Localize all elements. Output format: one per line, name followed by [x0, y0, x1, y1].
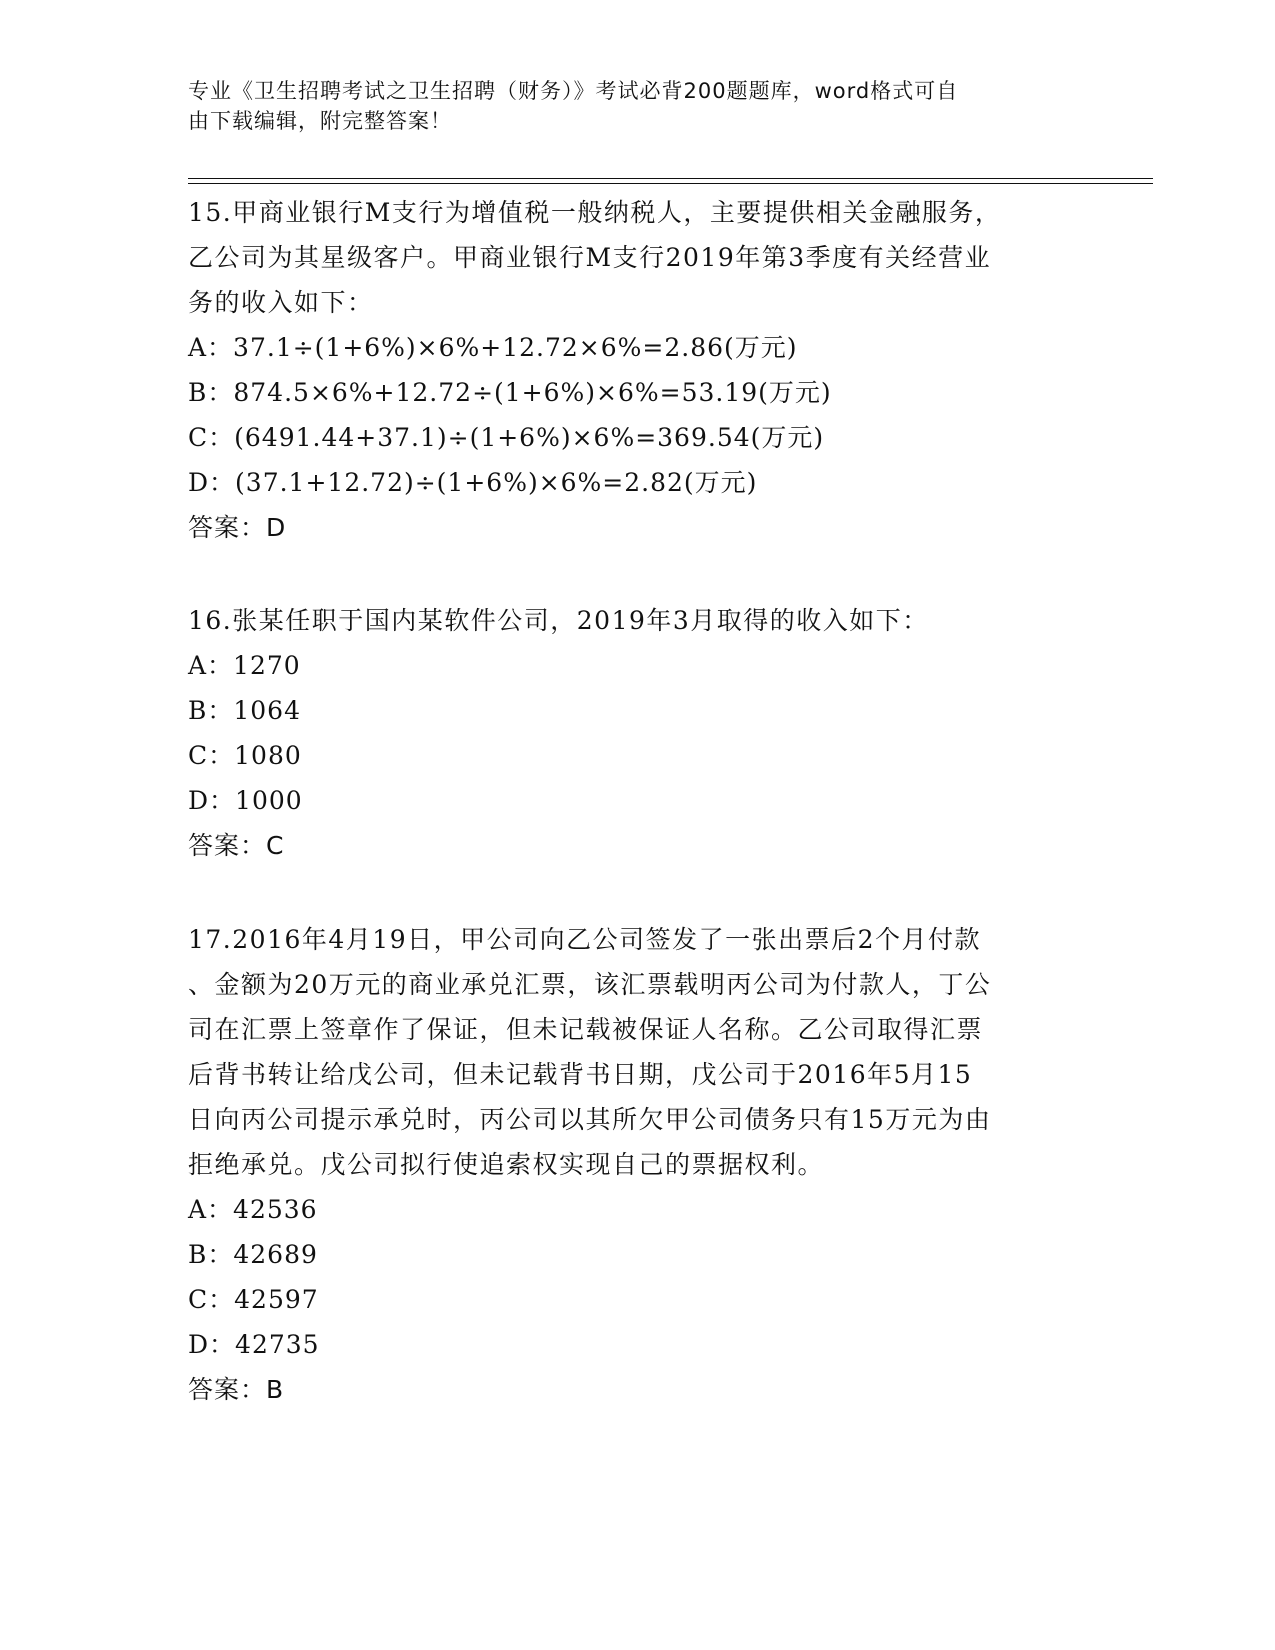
answer-label: 答案：D — [188, 513, 287, 542]
question-stem — [188, 190, 1078, 325]
option-d: D：1000 — [188, 786, 303, 815]
question-15 — [188, 190, 1078, 550]
stem-line: 15.甲商业银行M支行为增值税一般纳税人，主要提供相关金融服务， — [188, 198, 1002, 227]
stem-line: 拒绝承兑。戊公司拟行使追索权实现自己的票据权利。 — [188, 1150, 825, 1179]
question-stem — [188, 598, 1078, 643]
document-header — [188, 76, 1088, 136]
stem-line: 、金额为20万元的商业承兑汇票，该汇票载明丙公司为付款人，丁公 — [188, 970, 992, 999]
option-a: A：42536 — [188, 1195, 318, 1224]
option-b: B：42689 — [188, 1240, 318, 1269]
answer-label: 答案：C — [188, 831, 285, 860]
header-line: 专业《卫生招聘考试之卫生招聘（财务）》考试必背200题题库，word格式可自 — [188, 79, 959, 103]
stem-line: 务的收入如下： — [188, 288, 374, 317]
option-c: C：(6491.44+37.1)÷(1+6%)×6%=369.54(万元) — [188, 423, 825, 452]
answer-label: 答案：B — [188, 1375, 285, 1404]
option-b: B：874.5×6%+12.72÷(1+6%)×6%=53.19(万元) — [188, 378, 832, 407]
stem-line: 17.2016年4月19日，甲公司向乙公司签发了一张出票后2个月付款 — [188, 925, 982, 954]
stem-line: 后背书转让给戊公司，但未记载背书日期，戊公司于2016年5月15 — [188, 1060, 973, 1089]
stem-line: 16.张某任职于国内某软件公司，2019年3月取得的收入如下： — [188, 606, 929, 635]
option-b: B：1064 — [188, 696, 301, 725]
stem-line: 日向丙公司提示承兑时，丙公司以其所欠甲公司债务只有15万元为由 — [188, 1105, 992, 1134]
stem-line: 乙公司为其星级客户。甲商业银行M支行2019年第3季度有关经营业 — [188, 243, 992, 272]
option-a: A：1270 — [188, 651, 301, 680]
question-17 — [188, 917, 1078, 1412]
option-c: C：1080 — [188, 741, 302, 770]
question-16 — [188, 598, 1078, 868]
header-line: 由下载编辑，附完整答案！ — [188, 109, 452, 133]
header-divider-top — [188, 178, 1153, 179]
option-a: A：37.1÷(1+6%)×6%+12.72×6%=2.86(万元) — [188, 333, 798, 362]
option-c: C：42597 — [188, 1285, 319, 1314]
header-divider-bottom — [188, 183, 1153, 184]
option-d: D：(37.1+12.72)÷(1+6%)×6%=2.82(万元) — [188, 468, 758, 497]
option-d: D：42735 — [188, 1330, 320, 1359]
question-stem — [188, 917, 1078, 1187]
stem-line: 司在汇票上签章作了保证，但未记载被保证人名称。乙公司取得汇票 — [188, 1015, 984, 1044]
